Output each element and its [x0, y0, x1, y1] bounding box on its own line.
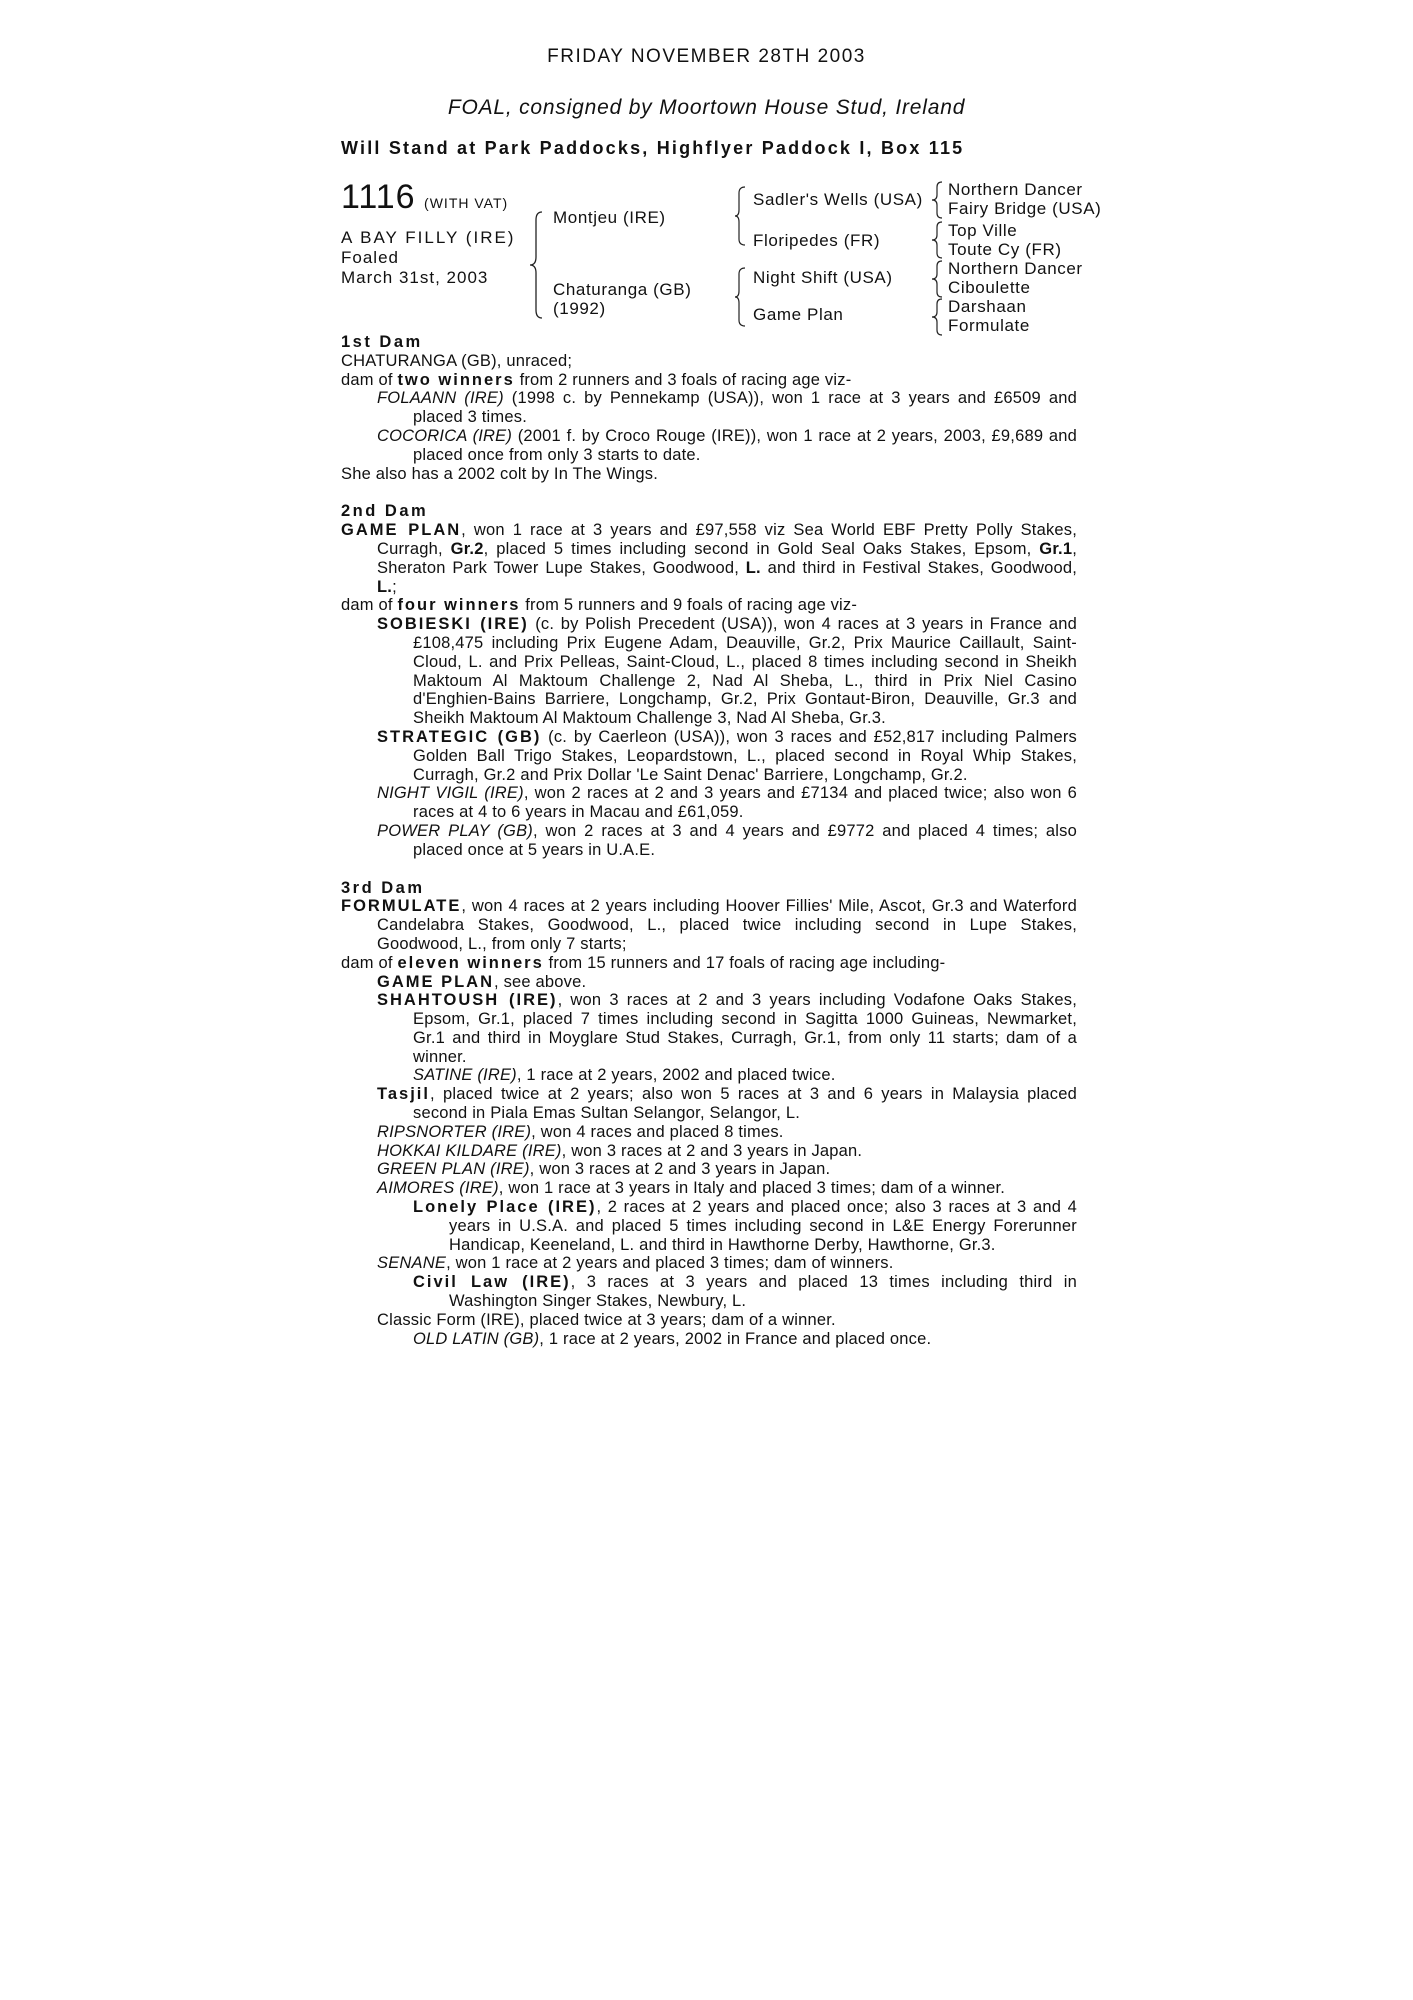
pedigree-dam-dam: Game Plan — [753, 305, 844, 324]
foaled-label: Foaled — [341, 248, 399, 267]
dam-of-line: dam of two winners from 2 runners and 3 foals of racing age viz- — [341, 370, 852, 389]
pedigree-dam-sire: Night Shift (USA) — [753, 268, 893, 287]
pedigree-g3-4: Toute Cy (FR) — [948, 240, 1062, 259]
foal-description: A BAY FILLY (IRE) — [341, 228, 516, 247]
dam-of-line: dam of eleven winners from 15 runners and 17 foals of racing age including- — [341, 953, 946, 972]
lot-description — [341, 228, 515, 288]
pedigree-brace-g3d — [930, 297, 944, 337]
produce-entry: STRATEGIC (GB) (c. by Caerleon (USA)), won 3 races and £52,817 including Palmers Golden Ball Trigo Stakes, Leopardstown, L., placed second in Royal Whip Stakes, Curragh, Gr.2 and Prix Dollar 'Le Saint Denac' Barriere, Longchamp, Gr.2. — [377, 727, 1077, 784]
vat-note: (WITH VAT) — [424, 195, 509, 211]
dam-intro: CHATURANGA (GB), unraced; — [341, 351, 573, 370]
pedigree-g3-2: Fairy Bridge (USA) — [948, 199, 1102, 218]
produce-entry: GREEN PLAN (IRE), won 3 races at 2 and 3 years in Japan. — [377, 1160, 831, 1179]
produce-entry: OLD LATIN (GB), 1 race at 2 years, 2002 in France and placed once. — [413, 1329, 932, 1348]
first-dam-section — [341, 333, 1077, 483]
pedigree-brace-sire — [733, 185, 747, 247]
section-heading: 3rd Dam — [341, 878, 425, 897]
produce-entry: FOLAANN (IRE) (1998 c. by Pennekamp (USA)), won 1 race at 3 years and £6509 and placed 3 times. — [377, 389, 1077, 427]
pedigree-g3-7: Darshaan — [948, 297, 1027, 316]
pedigree-brace-dam — [733, 266, 747, 328]
dam-intro: FORMULATE, won 4 races at 2 years including Hoover Fillies' Mile, Ascot, Gr.3 and Waterford Candelabra Stakes, Goodwood, L., placed twice including second in Lupe Stakes, Goodwood, L., from only 7 starts; — [341, 897, 1077, 953]
catalogue-body — [341, 333, 1077, 1348]
dam-of-line: dam of four winners from 5 runners and 9 foals of racing age viz- — [341, 596, 858, 615]
produce-entry: NIGHT VIGIL (IRE), won 2 races at 2 and 3 years and £7134 and placed twice; also won 6 races at 4 to 6 years in Macau and £61,059. — [377, 784, 1077, 822]
produce-entry: RIPSNORTER (IRE), won 4 races and placed 8 times. — [377, 1122, 784, 1141]
stand-location: Will Stand at Park Paddocks, Highflyer Paddock I, Box 115 — [341, 138, 965, 158]
produce-entry: GAME PLAN, see above. — [377, 972, 587, 991]
produce-entry: COCORICA (IRE) (2001 f. by Croco Rouge (IRE)), won 1 race at 2 years, 2003, £9,689 and placed once from only 3 starts to date. — [377, 426, 1077, 464]
pedigree-brace-g3a — [930, 180, 944, 220]
pedigree-sire-dam: Floripedes (FR) — [753, 231, 881, 250]
produce-entry: HOKKAI KILDARE (IRE), won 3 races at 2 and 3 years in Japan. — [377, 1141, 863, 1160]
lot-heading — [341, 178, 508, 217]
produce-entry: Lonely Place (IRE), 2 races at 2 years and placed once; also 3 races at 3 and 4 years in U.S.A. and placed 5 times including second in L&E Energy Forerunner Handicap, Keeneland, L. and third in Hawthorne Derby, Hawthorne, Gr.3. — [413, 1198, 1077, 1254]
pedigree-brace-g3b — [930, 220, 944, 260]
pedigree-g3-8: Formulate — [948, 316, 1030, 335]
sale-date: FRIDAY NOVEMBER 28TH 2003 — [547, 46, 866, 67]
produce-entry: AIMORES (IRE), won 1 race at 3 years in Italy and placed 3 times; dam of a winner. — [377, 1179, 1006, 1198]
section-heading: 1st Dam — [341, 333, 423, 351]
pedigree-dam-year: (1992) — [553, 299, 606, 318]
pedigree-brace-g3c — [930, 259, 944, 299]
produce-entry: SENANE, won 1 race at 2 years and placed 3 times; dam of winners. — [377, 1254, 894, 1273]
pedigree-sire-sire: Sadler's Wells (USA) — [753, 190, 923, 209]
produce-note: She also has a 2002 colt by In The Wings. — [341, 464, 658, 483]
produce-entry: SATINE (IRE), 1 race at 2 years, 2002 and placed twice. — [413, 1066, 836, 1085]
produce-entry: POWER PLAY (GB), won 2 races at 3 and 4 years and £9772 and placed 4 times; also placed once at 5 years in U.A.E. — [377, 821, 1077, 859]
third-dam-section — [341, 879, 1077, 1349]
pedigree-dam: Chaturanga (GB) — [553, 280, 692, 299]
pedigree-g3-5: Northern Dancer — [948, 259, 1083, 278]
pedigree-brace-gen1 — [528, 210, 552, 320]
produce-entry: SHAHTOUSH (IRE), won 3 races at 2 and 3 years including Vodafone Oaks Stakes, Epsom, Gr.1, placed 7 times including second in Sagitta 1000 Guineas, Newmarket, Gr.1 and third in Moyglare Stud Stakes, Curragh, Gr.1, from only 11 starts; dam of a winner. — [377, 991, 1077, 1066]
produce-entry: Classic Form (IRE), placed twice at 3 years; dam of a winner. — [377, 1310, 836, 1329]
produce-entry: Civil Law (IRE), 3 races at 3 years and placed 13 times including third in Washington Singer Stakes, Newbury, L. — [413, 1273, 1077, 1311]
second-dam-section — [341, 502, 1077, 859]
pedigree-g3-3: Top Ville — [948, 221, 1018, 240]
pedigree-sire: Montjeu (IRE) — [553, 208, 666, 227]
dam-intro: GAME PLAN, won 1 race at 3 years and £97,558 viz Sea World EBF Pretty Polly Stakes, Curragh, Gr.2, placed 5 times including second in Gold Seal Oaks Stakes, Epsom, Gr.1, Sheraton Park Tower Lupe Stakes, Goodwood, L. and third in Festival Stakes, Goodwood, L.; — [341, 521, 1078, 596]
produce-entry: Tasjil, placed twice at 2 years; also won 5 races at 3 and 6 years in Malaysia placed second in Piala Emas Sultan Selangor, Selangor, L. — [377, 1085, 1077, 1123]
foaled-date: March 31st, 2003 — [341, 268, 489, 287]
produce-entry: SOBIESKI (IRE) (c. by Polish Precedent (USA)), won 4 races at 3 years in France and £108,475 including Prix Eugene Adam, Deauville, Gr.2, Prix Maurice Caillault, Saint-Cloud, L. and Prix Pelleas, Saint-Cloud, L., placed 8 times including second in Sheikh Maktoum Al Maktoum Challenge 2, Nad Al Sheba, L., third in Prix Niel Casino d'Enghien-Bains Barriere, Longchamp, Gr.2, Prix Gontaut-Biron, Deauville, Gr.3 and Sheikh Maktoum Al Maktoum Challenge 3, Nad Al Sheba, Gr.3. — [377, 615, 1077, 728]
lot-number: 1116 — [341, 178, 416, 216]
section-heading: 2nd Dam — [341, 502, 429, 521]
consignment-line: FOAL, consigned by Moortown House Stud, Ireland — [447, 96, 966, 119]
pedigree-g3-6: Ciboulette — [948, 278, 1031, 297]
pedigree-g3-1: Northern Dancer — [948, 180, 1083, 199]
